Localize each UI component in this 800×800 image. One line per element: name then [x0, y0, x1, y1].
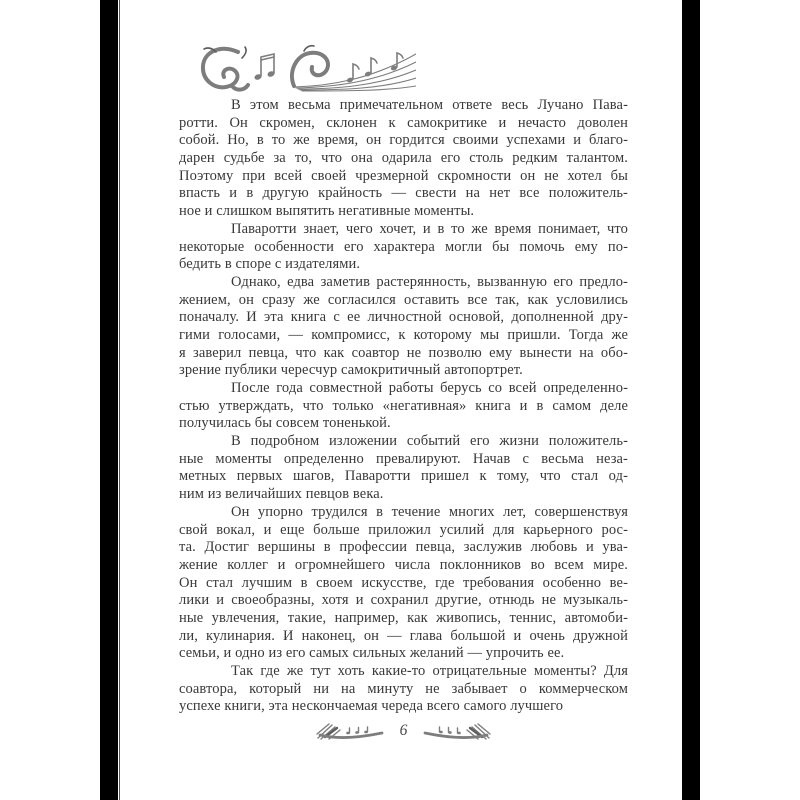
- text-line: ные моменты определенно превалируют. Начав с весьма неза-: [179, 450, 628, 467]
- text-line: Однако, едва заметив растерянность, вызванную его предло-: [231, 273, 628, 290]
- text-line: жением, он сразу же согласился оставить все так, как условились: [179, 291, 628, 308]
- text-line: Паваротти знает, чего хочет, и в то же время понимает, что: [231, 220, 628, 237]
- text-line: ротти. Он скромен, склонен к самокритике и нечасто доволен: [179, 114, 628, 131]
- text-line: семьи, и одно из его самых сильных желаний — упрочить ее.: [179, 645, 565, 662]
- text-line: ное и слишком выпятить негативные моменты.: [179, 203, 475, 220]
- text-line: После года совместной работы берусь со всей определенно-: [231, 380, 628, 396]
- text-line: стью утверждать, что только «негативная» книга и в самом деле: [179, 397, 628, 414]
- text-line: лики и своеобразны, хотя и сохранил другие, отнюдь не музыкаль-: [179, 592, 628, 609]
- scan-edge-inner-line: [119, 0, 120, 800]
- text-line: Так где же тут хоть какие-то отрицательные моменты? Для: [231, 663, 628, 679]
- page-number: 6: [399, 722, 408, 739]
- text-line: успехе книги, эта нескончаемая череда всего самого лучшего: [179, 698, 564, 715]
- text-line: Он стал лучшим в своем искусстве, где требования особенно ве-: [179, 574, 628, 591]
- page-footer: [179, 719, 628, 743]
- text-line: та. Достиг вершины в профессии певца, заслужив любовь и ува-: [179, 539, 628, 556]
- scan-edge-right: [682, 0, 700, 800]
- footer-flourish-right-icon: [423, 721, 491, 741]
- text-line: жение коллег и огромнейшего числа поклонников во всем мире.: [179, 556, 628, 573]
- text-line: впасть и в другую крайность — свести на нет все положитель-: [179, 185, 628, 202]
- text-line: зрение публики чересчур самокритичный автопортрет.: [179, 362, 523, 379]
- text-line: свой вокал, и еще больше приложил усилий для карьерного рос-: [179, 521, 628, 538]
- text-line: собой. Но, в то же время, он гордится своими успехами и благо-: [179, 132, 628, 149]
- text-line: В подробном изложении событий его жизни положитель-: [231, 433, 628, 450]
- text-line: получилась бы совсем тоненькой.: [179, 415, 391, 432]
- text-line: метных первых шагов, Паваротти пришел к тому, что стал од-: [179, 468, 628, 485]
- text-line: ные увлечения, такие, например, как живопись, теннис, автомоби-: [179, 609, 628, 626]
- music-flourish-ornament: [198, 44, 416, 92]
- text-line: гими голосами, — компромисс, к которому мы пришли. Тогда же: [179, 326, 628, 343]
- text-line: Он упорно трудился в течение многих лет, совершенствуя: [231, 503, 628, 520]
- text-line: соавтора, который ни на минуту не забывает о коммерческом: [179, 680, 628, 697]
- text-line: поначалу. И эта книга с ее личностной основой, дополненной дру-: [179, 309, 628, 326]
- text-line: бедить в споре с издателями.: [179, 256, 361, 273]
- text-line: ним из величайших певцов века.: [179, 486, 384, 503]
- body-text: [179, 97, 628, 716]
- text-line: я заверил певца, что как соавтор не позволю ему вынести на обо-: [179, 344, 628, 361]
- text-line: Поэтому при всей своей чрезмерной скромности он не хотел бы: [179, 167, 628, 184]
- scan-edge-left: [100, 0, 118, 800]
- text-line: ли, кулинария. И наконец, он — глава большой и очень дружной: [179, 627, 628, 644]
- music-flourish-icon: [198, 44, 416, 92]
- text-line: В этом весьма примечательном ответе весь Лучано Пава-: [231, 97, 628, 113]
- text-line: дарен судьбе за то, что она одарила его столь редким талантом.: [179, 150, 628, 167]
- footer-flourish-left-icon: [316, 721, 384, 741]
- text-line: некоторые особенности его характера могли бы помочь ему по-: [179, 238, 628, 255]
